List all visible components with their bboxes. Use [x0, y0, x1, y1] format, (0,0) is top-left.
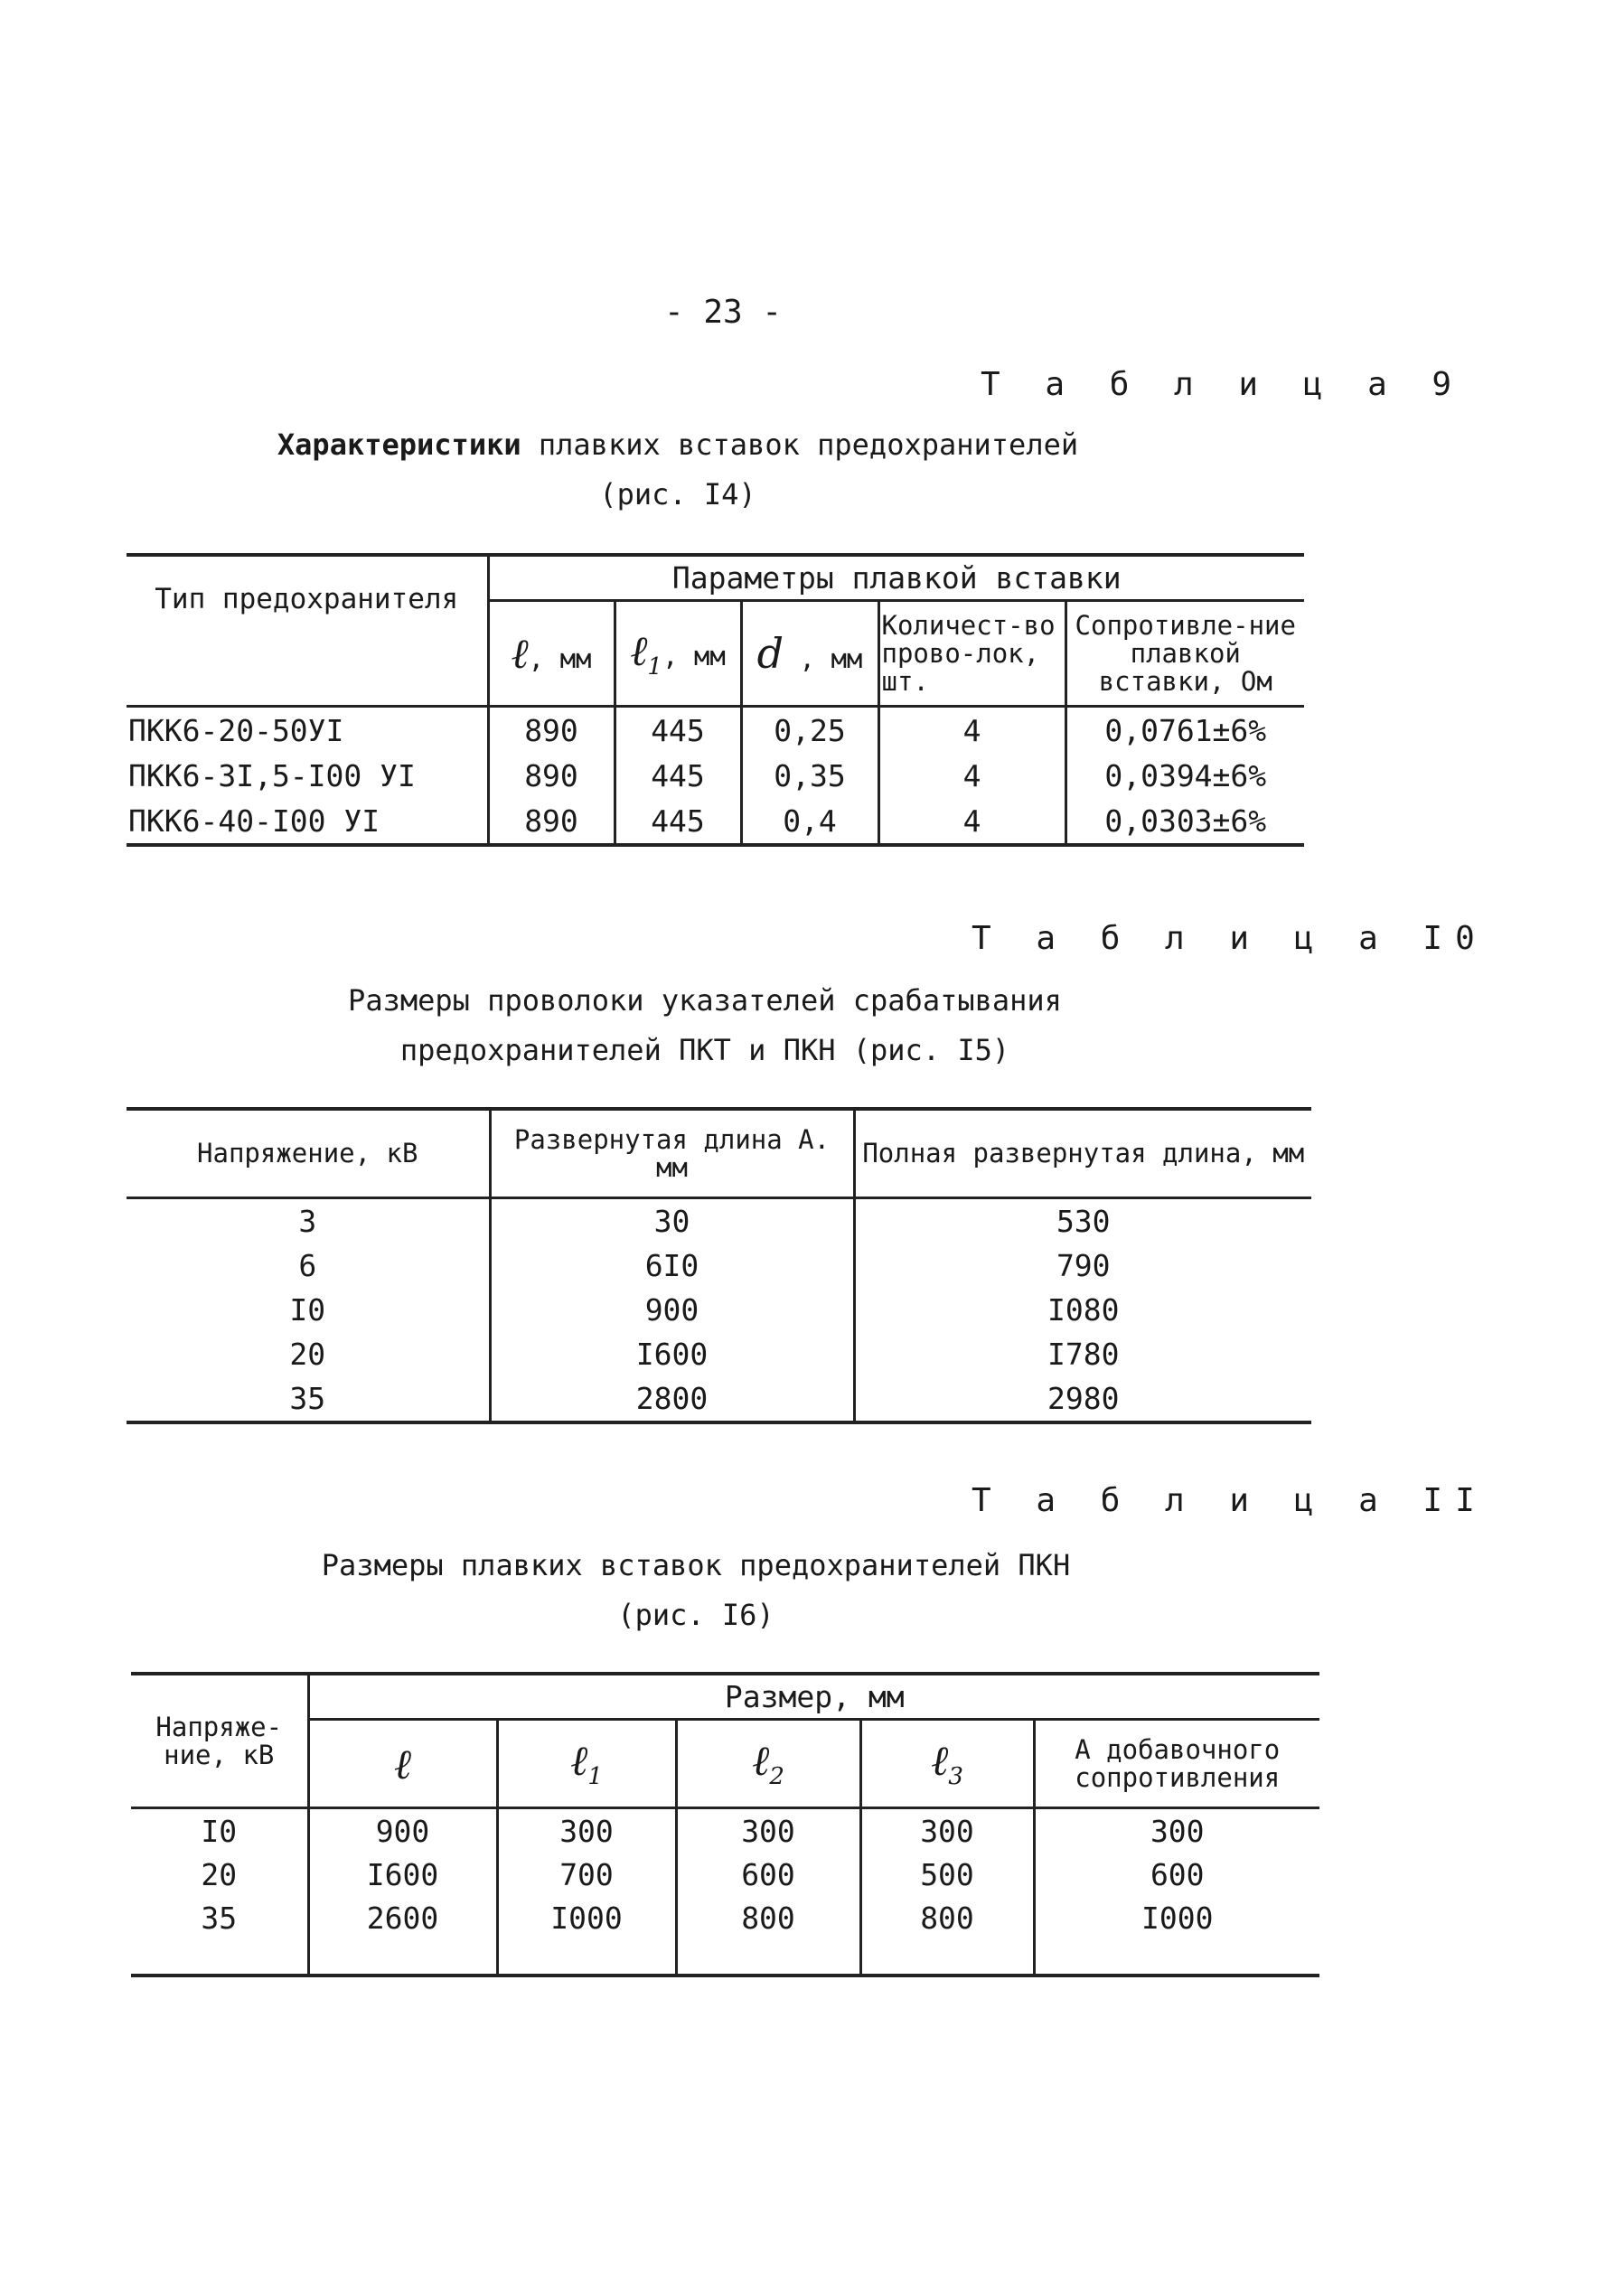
table10-label: Т а б л и ц а I0 [972, 920, 1488, 957]
table-cell: I080 [854, 1288, 1311, 1332]
table-cell: 445 [615, 798, 741, 845]
table-cell: 0,0394±6% [1065, 753, 1304, 798]
table-cell: 900 [490, 1288, 854, 1332]
table9-title-bold: Характеристики [277, 427, 521, 462]
table-cell: 500 [860, 1853, 1034, 1896]
table-cell: 445 [615, 707, 741, 754]
header-unrolled-length: Развернутая длина А. мм [490, 1109, 854, 1198]
table-cell: 890 [488, 798, 615, 845]
table-cell: 2800 [490, 1376, 854, 1422]
table-cell: ПКК6-3I,5-I00 УI [128, 757, 416, 793]
table-cell: 0,35 [741, 753, 878, 798]
header-fuse-params: Параметры плавкой вставки [488, 555, 1304, 601]
table11-title-line1: Размеры плавких вставок предохранителей ПКН [321, 1548, 1071, 1582]
table-cell: 300 [860, 1808, 1034, 1854]
table9 [127, 553, 1304, 847]
header-l1: ℓ$_1$ [497, 1720, 676, 1808]
table-cell: 300 [1034, 1808, 1319, 1854]
table-cell: 600 [676, 1853, 860, 1896]
table-cell: I600 [490, 1332, 854, 1376]
table-cell: 4 [878, 798, 1065, 845]
header-voltage: Напряжение, кВ [127, 1109, 490, 1198]
table-cell: ПКК6-20-50УI [128, 712, 344, 748]
table-cell: I0 [201, 1813, 238, 1849]
table-cell: 700 [497, 1853, 676, 1896]
table-cell: 790 [854, 1244, 1311, 1288]
table11-title-line2: (рис. I6) [617, 1598, 774, 1632]
table-cell: 20 [289, 1337, 326, 1372]
header-l: ℓ, мм [488, 601, 615, 707]
header-additional-resistance: А добавочного сопротивления [1034, 1720, 1319, 1808]
table-cell: 530 [854, 1198, 1311, 1244]
table-cell: 30 [490, 1198, 854, 1244]
table9-subtitle: (рис. I4) [599, 477, 756, 511]
header-l2: ℓ$_2$ [676, 1720, 860, 1808]
table-cell: 300 [676, 1808, 860, 1854]
table9-title [244, 420, 1112, 469]
header-l3: ℓ$_3$ [860, 1720, 1034, 1808]
table-cell: 0,0761±6% [1065, 707, 1304, 754]
table-cell: ПКК6-40-I00 УI [128, 802, 380, 839]
header-voltage: Напряже-ние, кВ [131, 1674, 308, 1808]
header-full-length: Полная развернутая длина, мм [854, 1109, 1311, 1198]
table9-title-rest: плавких вставок предохранителей [521, 427, 1079, 462]
table9-label: Т а б л и ц а 9 [981, 366, 1465, 403]
table-cell: I000 [497, 1896, 676, 1939]
table-cell: 3 [298, 1204, 317, 1239]
table-cell: 35 [201, 1900, 238, 1936]
header-type: Тип предохранителя [127, 555, 488, 707]
table-cell: 890 [488, 707, 615, 754]
header-wire-count: Количест-во прово-лок, шт. [878, 601, 1065, 707]
table-cell: I000 [1034, 1896, 1319, 1939]
table-cell: 800 [860, 1896, 1034, 1939]
header-resistance: Сопротивле-ние плавкой вставки, Ом [1065, 601, 1304, 707]
header-d: d , мм [741, 601, 878, 707]
table-cell: 0,0303±6% [1065, 798, 1304, 845]
table-cell: 800 [676, 1896, 860, 1939]
table-cell: 900 [308, 1808, 497, 1854]
table-cell: I780 [854, 1332, 1311, 1376]
table-cell: I0 [289, 1292, 326, 1328]
table-cell: 600 [1034, 1853, 1319, 1896]
table-cell: 445 [615, 753, 741, 798]
table-cell: 35 [289, 1381, 326, 1416]
table-cell: 300 [497, 1808, 676, 1854]
table-cell: I600 [308, 1853, 497, 1896]
table-cell: 2600 [308, 1896, 497, 1939]
table-cell: 4 [878, 707, 1065, 754]
table11 [131, 1672, 1319, 1977]
table10-title-line1: Размеры проволоки указателей срабатывания [348, 983, 1062, 1018]
table-cell: 0,4 [741, 798, 878, 845]
table-cell: 2980 [854, 1376, 1311, 1422]
table-cell: 4 [878, 753, 1065, 798]
table-cell: 6I0 [490, 1244, 854, 1288]
table10 [127, 1107, 1311, 1424]
table11-label: Т а б л и ц а II [972, 1482, 1488, 1519]
page-number: - 23 - [663, 294, 783, 331]
table-cell: 890 [488, 753, 615, 798]
header-l: ℓ [308, 1720, 497, 1808]
table-cell: 20 [201, 1856, 238, 1892]
table10-title-line2: предохранителей ПКТ и ПКН (рис. I5) [399, 1033, 1010, 1067]
table-cell: 6 [298, 1248, 317, 1283]
header-l1: ℓ$_1$, мм [615, 601, 741, 707]
table-cell: 0,25 [741, 707, 878, 754]
header-size: Размер, мм [308, 1674, 1319, 1720]
